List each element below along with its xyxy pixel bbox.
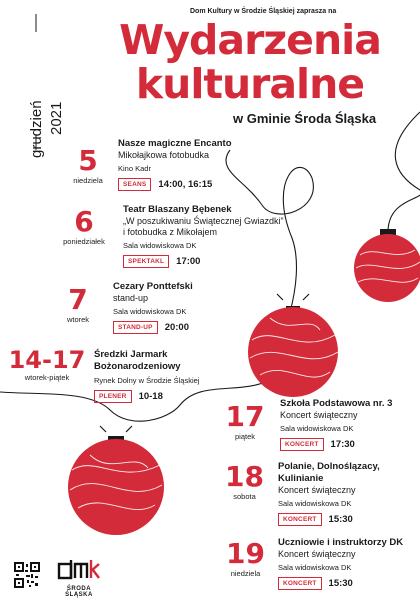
event-time: 17:30 — [330, 439, 355, 450]
event-tag: KONCERT — [278, 513, 322, 526]
ornament-icon — [248, 294, 338, 397]
event-item: Średzki Jarmark Bożonarodzeniowy Rynek Dolny w Środzie Śląskiej PLENER 10-18 — [94, 349, 200, 402]
side-year: 2021 — [48, 101, 65, 135]
page-title-line1: Wydarzenia — [119, 16, 381, 64]
event-time: 15:30 — [328, 578, 353, 589]
event-date: 7 wtorek — [66, 283, 90, 324]
intro-text: Dom Kultury w Środzie Śląskiej zaprasza na — [190, 8, 337, 15]
event-tag: SEANS — [118, 178, 151, 191]
event-date: 5 niedziela — [73, 144, 103, 185]
event-time: 15:30 — [328, 514, 353, 525]
page-subtitle: w Gminie Środa Śląska — [233, 111, 377, 126]
ornament-icon — [68, 426, 164, 535]
event-tag: SPEKTAKL — [123, 255, 169, 268]
event-date: 6 poniedziałek — [63, 205, 105, 246]
side-month: grudzień — [28, 100, 45, 158]
event-item: Cezary Ponttefski stand-up Sala widowiskowa DK STAND-UP 20:00 — [113, 281, 193, 333]
event-time: 10-18 — [138, 391, 163, 402]
page-title-line2: kulturalne — [135, 60, 365, 108]
logo — [56, 558, 102, 598]
ornament-string-top — [388, 112, 420, 232]
ornament-icon — [354, 229, 420, 302]
event-item: Teatr Blaszany Bębenek „W poszukiwaniu Świątecznej Gwiazdki” i fotobudka z Mikołajem Sala widowiskowa DK SPEKTAKL 17:00 — [123, 204, 284, 267]
logo-caption: ŚRODA ŚLĄSKA — [65, 586, 93, 598]
event-tag: STAND-UP — [113, 321, 158, 334]
event-date: 18 sobota — [225, 460, 264, 501]
event-time: 17:00 — [176, 256, 201, 267]
event-date: 14-17 wtorek-piątek — [8, 346, 86, 382]
logo-mark-icon — [57, 558, 101, 580]
event-tag: PLENER — [94, 390, 132, 403]
event-date: 17 piątek — [225, 400, 265, 441]
event-time: 14:00, 16:15 — [158, 179, 213, 190]
event-tag: KONCERT — [280, 438, 324, 451]
event-item: Uczniowie i instruktorzy DK Koncert świąteczny Sala widowiskowa DK KONCERT 15:30 — [278, 537, 404, 589]
event-item: Nasze magiczne Encanto Mikołajkowa fotobudka Kino Kadr SEANS 14:00, 16:15 — [118, 138, 232, 190]
event-date: 19 niedziela — [226, 537, 265, 578]
event-item: Polanie, Dolnoślązacy, Kulinianie Koncert świąteczny Sala widowiskowa DK KONCERT 15:30 — [278, 461, 380, 525]
side-date-label — [8, 40, 68, 160]
event-time: 20:00 — [164, 322, 190, 333]
event-item: Szkoła Podstawowa nr. 3 Koncert świąteczny Sala widowiskowa DK KONCERT 17:30 — [280, 398, 393, 450]
qr-code-icon — [14, 562, 40, 588]
event-tag: KONCERT — [278, 577, 322, 590]
